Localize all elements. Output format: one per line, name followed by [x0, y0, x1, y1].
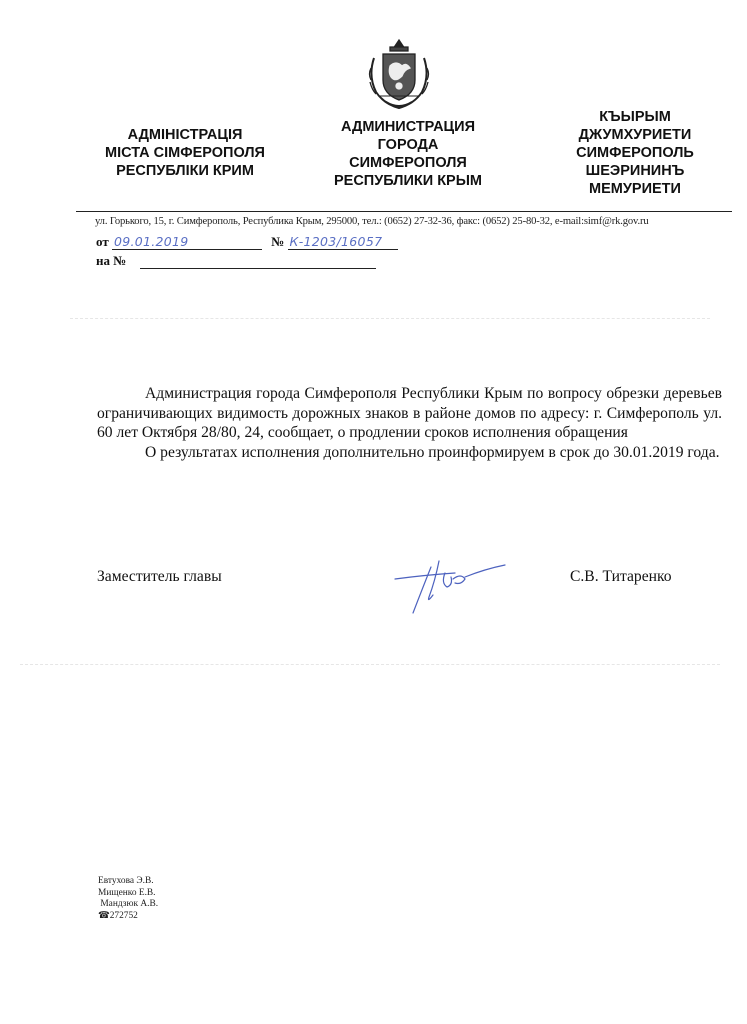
header-line: МІСТА СІМФЕРОПОЛЯ: [105, 145, 265, 161]
handwritten-date: 09.01.2019: [113, 234, 189, 249]
phone-number: 272752: [109, 910, 138, 921]
header-line: СИМФЕРОПОЛЬ: [576, 145, 694, 161]
header-line: РЕСПУБЛІКИ КРИМ: [116, 163, 254, 179]
header-line: ГОРОДА: [377, 137, 439, 153]
header-line: ДЖУМХУРИЕТИ: [578, 127, 692, 143]
header-crimean-tatar: [540, 108, 730, 198]
letter-body: [97, 384, 722, 462]
header-line: АДМІНІСТРАЦІЯ: [127, 127, 243, 143]
phone-icon: ☎: [98, 910, 110, 921]
registration-reply-row: [96, 253, 376, 269]
handwritten-signature: [393, 557, 508, 617]
executor-name: Евтухова Э.В.: [98, 876, 154, 886]
header-russian: [308, 118, 508, 190]
registration-date-row: [96, 234, 398, 250]
to-label: на №: [96, 253, 127, 268]
header-line: АДМИНИСТРАЦИЯ: [340, 119, 475, 135]
body-paragraph: О результатах исполнения дополнительно проинформируем в срок до 30.01.2019 года.: [145, 443, 720, 461]
reply-number-field: [140, 254, 376, 269]
date-field: [112, 235, 262, 250]
address-line: ул. Горького, 15, г. Симферополь, Республика Крым, 295000, тел.: (0652) 27-32-36, факс: (0652) 25-80-32, e-mail:simf@rk.gov.ru: [95, 216, 649, 227]
signatory-name: С.В. Титаренко: [570, 568, 672, 585]
header-line: ШЕЭРИНИНЪ: [585, 163, 685, 179]
scan-artifact: [70, 318, 710, 319]
header-line: СИМФЕРОПОЛЯ: [349, 155, 467, 171]
header-divider: [76, 211, 732, 212]
header-line: КЪЫРЫМ: [599, 109, 671, 125]
handwritten-number: К-1203/16057: [289, 234, 383, 249]
scan-artifact: [20, 664, 720, 665]
header-line: МЕМУРИЕТИ: [589, 181, 681, 197]
number-field: [288, 235, 398, 250]
from-label: от: [96, 234, 109, 249]
executors-block: [98, 876, 158, 922]
executor-name: Мандзюк А.В.: [98, 899, 159, 909]
header-line: РЕСПУБЛИКИ КРЫМ: [333, 173, 482, 189]
header-ukrainian: [85, 126, 285, 180]
number-label: №: [271, 234, 285, 249]
executor-name: Мищенко Е.В.: [98, 887, 156, 898]
signatory-title: Заместитель главы: [97, 568, 222, 585]
executor-phone: [98, 911, 158, 923]
crimea-emblem-icon: [366, 38, 432, 110]
body-paragraph: Администрация города Симферополя Республики Крым по вопросу обрезки деревьев ограничивающих видимость дорожных знаков в районе домов по адресу: г. Симферополь ул. 60 лет Октября 28/80, 24, сообщает, о продлении сроков исполнения обращения: [97, 385, 722, 441]
